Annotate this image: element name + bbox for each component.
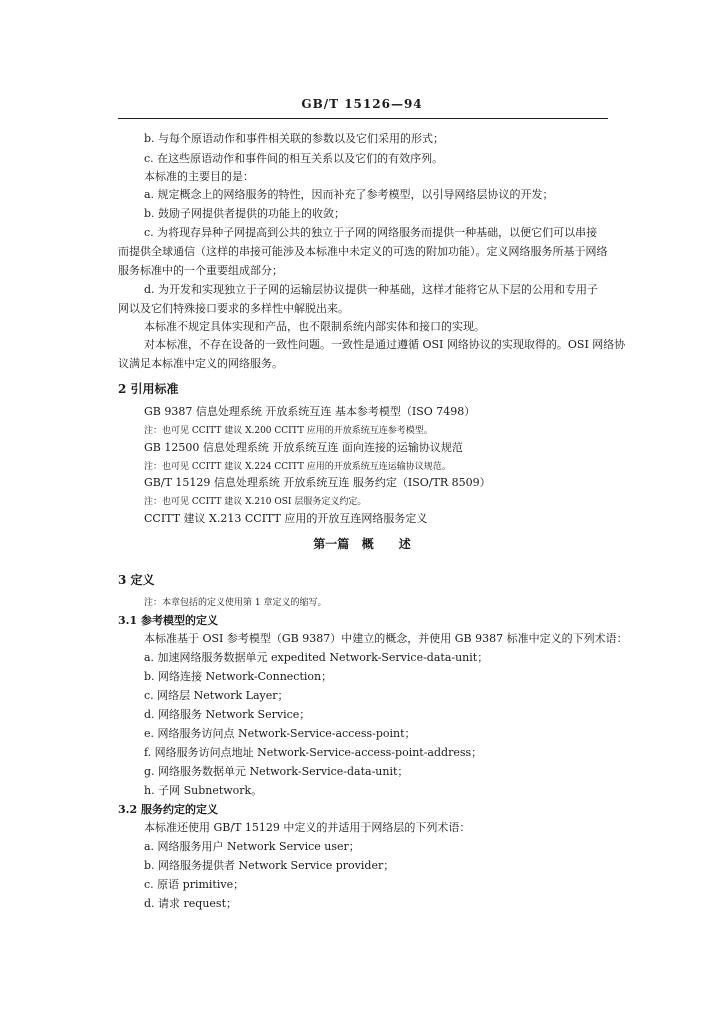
paragraph-continuation: 服务标准中的一个重要组成部分； [118,264,283,277]
paragraph-continuation: 议满足本标准中定义的网络服务。 [118,357,283,370]
term-item: g. 网络服务数据单元 Network-Service-data-unit； [144,765,409,778]
list-item-c: c. 为将现存异种子网提高到公共的独立于子网的网络服务而提供一种基础，以便它们可以串接 [144,226,598,239]
term-item: b. 网络服务提供者 Network Service provider； [144,859,395,872]
reference-item: GB/T 15129 信息处理系统 开放系统互连 服务约定（ISO/TR 8509） [144,476,491,489]
paragraph: 对本标准，不存在设备的一致性问题。一致性是通过遵循 OSI 网络协议的实现取得的。OSI 网络协 [144,338,626,351]
paragraph: 本标准还使用 GB/T 15129 中定义的并适用于网络层的下列术语： [144,821,471,834]
term-item: b. 网络连接 Network-Connection； [144,670,333,683]
subsection-heading: 3.2 服务约定的定义 [118,803,218,816]
term-item: a. 网络服务用户 Network Service user； [144,840,360,853]
term-item: c. 网络层 Network Layer； [144,689,289,702]
term-item: d. 网络服务 Network Service； [144,708,311,721]
section-heading: 3 定义 [118,573,155,587]
reference-note: 注：也可见 CCITT 建议 X.200 CCITT 应用的开放系统互连参考模型。 [144,426,433,436]
term-item: c. 原语 primitive； [144,878,245,891]
list-item-a: a. 规定概念上的网络服务的特性，因而补充了参考模型，以引导网络层协议的开发； [144,188,554,201]
list-item-b: b. 鼓励子网提供者提供的功能上的收敛； [144,207,346,220]
reference-item: GB 12500 信息处理系统 开放系统互连 面向连接的运输协议规范 [144,441,463,454]
part-title: 第一篇 概 述 [313,537,411,551]
list-item-b: b. 与每个原语动作和事件相关联的参数以及它们采用的形式； [144,132,445,145]
reference-item: GB 9387 信息处理系统 开放系统互连 基本参考模型（ISO 7498） [144,405,476,418]
paragraph-continuation: 而提供全球通信（这样的串接可能涉及本标准中未定义的可选的附加功能）。定义网络服务所基于网络 [118,245,608,258]
list-item-d: d. 为开发和实现独立于子网的运输层协议提供一种基础，这样才能将它从下层的公用和专用子 [144,283,599,296]
subsection-heading: 3.1 参考模型的定义 [118,614,218,627]
reference-item: CCITT 建议 X.213 CCITT 应用的开放互连网络服务定义 [144,512,428,525]
paragraph: 本标准不规定具体实现和产品，也不限制系统内部实体和接口的实现。 [144,320,485,333]
term-item: a. 加速网络服务数据单元 expedited Network-Service-data-unit； [144,651,489,664]
section-note: 注：本章包括的定义使用第 1 章定义的缩写。 [144,598,327,608]
reference-note: 注：也可见 CCITT 建议 X.210 OSI 层服务定义约定。 [144,497,367,507]
term-item: h. 子网 Subnetwork。 [144,784,263,797]
reference-note: 注：也可见 CCITT 建议 X.224 CCITT 应用的开放系统互连运输协议规范。 [144,462,451,472]
section-heading: 2 引用标准 [118,382,179,396]
running-header: GB/T 15126—94 [301,97,423,111]
paragraph-continuation: 网以及它们特殊接口要求的多样性中解脱出来。 [118,302,349,315]
term-item: e. 网络服务访问点 Network-Service-access-point； [144,727,416,740]
list-item-c: c. 在这些原语动作和事件间的相互关系以及它们的有效序列。 [144,152,444,165]
paragraph: 本标准基于 OSI 参考模型（GB 9387）中建立的概念，并使用 GB 9387 标准中定义的下列术语： [144,632,628,645]
term-item: f. 网络服务访问点地址 Network-Service-access-point-address； [144,746,483,759]
paragraph: 本标准的主要目的是： [144,170,254,183]
header-rule [118,118,608,119]
term-item: d. 请求 request； [144,897,238,910]
